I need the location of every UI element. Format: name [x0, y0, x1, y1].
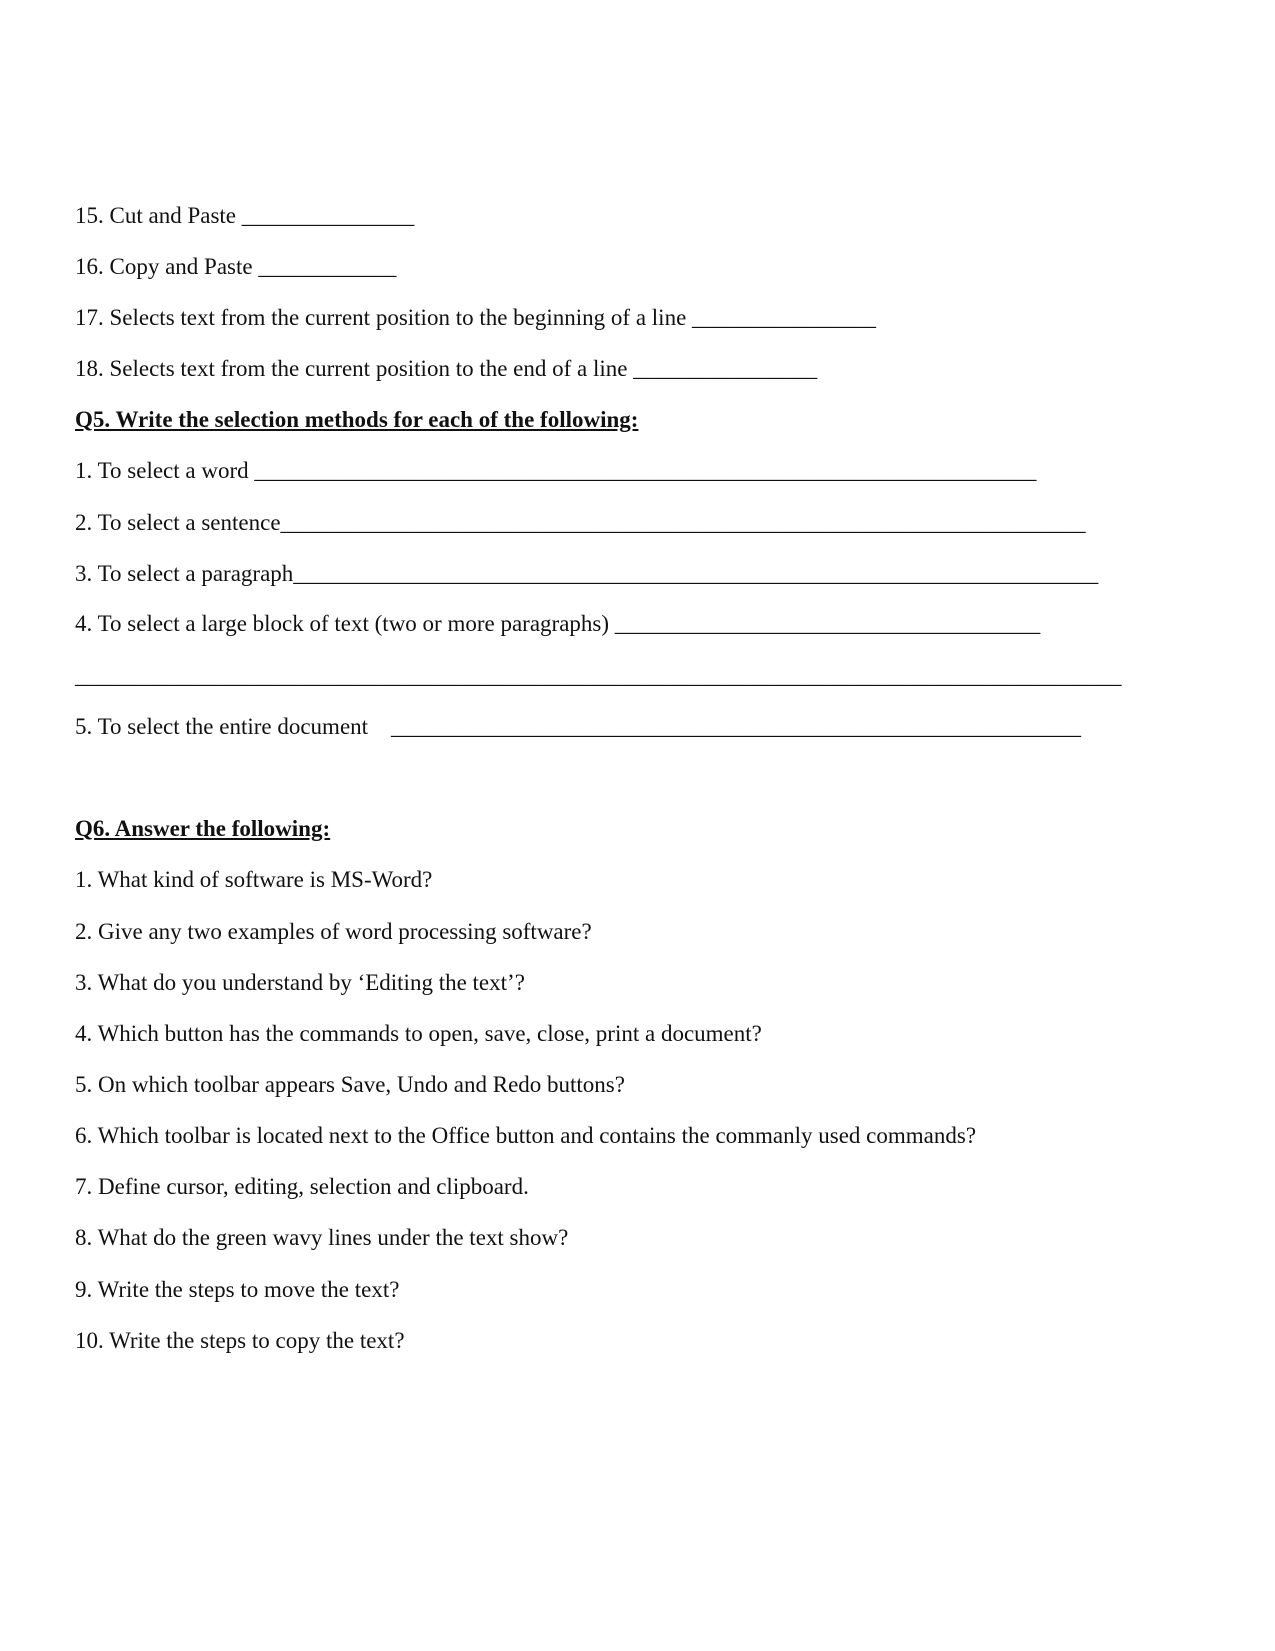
item-number: 7. [75, 1174, 93, 1199]
item-number: 1. [75, 458, 93, 483]
q6-item-9 [75, 1276, 399, 1304]
answer-blank: ____________________________________________________________________ [254, 458, 1037, 483]
answer-blank: _______________ [241, 203, 415, 228]
item-text: To select a sentence [97, 510, 281, 535]
item-number: 4. [75, 611, 93, 636]
item-number: 16. [75, 254, 104, 279]
item-number: 4. [75, 1021, 93, 1046]
q6-item-8 [75, 1224, 568, 1252]
answer-blank: _____________________________________ [614, 611, 1041, 636]
q5-item-4-continuation [75, 662, 1122, 690]
item-text: Give any two examples of word processing software? [98, 919, 592, 944]
item-text: Copy and Paste [109, 254, 253, 279]
q6-item-2 [75, 918, 592, 946]
q5-item-4 [75, 610, 1040, 638]
item-number: 18. [75, 356, 104, 381]
item-text: Which toolbar is located next to the Office button and contains the commanly used commands? [97, 1123, 977, 1148]
q5-item-5 [75, 713, 1081, 741]
item-number: 1. [75, 867, 93, 892]
item-text: Which button has the commands to open, save, close, print a document? [97, 1021, 762, 1046]
answer-blank: ____________ [258, 254, 397, 279]
item-text: What do you understand by ‘Editing the text’? [97, 970, 525, 995]
item-text: Selects text from the current position to the end of a line [109, 356, 628, 381]
q6-item-4 [75, 1020, 762, 1048]
q5-item-1 [75, 457, 1036, 485]
q6-item-1 [75, 866, 432, 894]
item-text: Write the steps to copy the text? [109, 1328, 405, 1353]
item-text: To select a word [97, 458, 249, 483]
q5-heading: Q5. Write the selection methods for each of the following: [75, 407, 639, 432]
q6-item-3 [75, 969, 525, 997]
item-number: 3. [75, 970, 93, 995]
item-number: 10. [75, 1328, 104, 1353]
answer-blank: ______________________________________________________________________ [293, 561, 1099, 586]
q6-item-7 [75, 1173, 529, 1201]
item-number: 9. [75, 1277, 93, 1302]
q4-item-17 [75, 304, 876, 332]
item-text: To select a paragraph [97, 561, 294, 586]
q4-item-15 [75, 202, 414, 230]
item-number: 2. [75, 919, 93, 944]
q6-item-10 [75, 1327, 405, 1355]
item-text: Write the steps to move the text? [97, 1277, 400, 1302]
item-text: Selects text from the current position to the beginning of a line [109, 305, 687, 330]
item-number: 3. [75, 561, 93, 586]
answer-blank: ____________________________________________________________ [391, 714, 1082, 739]
q4-item-16 [75, 253, 396, 281]
answer-blank: ________________ [692, 305, 877, 330]
q5-item-3 [75, 560, 1098, 588]
item-number: 15. [75, 203, 104, 228]
item-number: 5. [75, 714, 93, 739]
answer-blank: ________________ [633, 356, 818, 381]
item-text: To select a large block of text (two or more paragraphs) [97, 611, 610, 636]
item-number: 6. [75, 1123, 93, 1148]
q5-item-2 [75, 509, 1086, 537]
item-text: Cut and Paste [109, 203, 236, 228]
item-text: On which toolbar appears Save, Undo and Redo buttons? [98, 1072, 625, 1097]
item-number: 5. [75, 1072, 93, 1097]
item-text: What kind of software is MS-Word? [97, 867, 433, 892]
item-number: 17. [75, 305, 104, 330]
item-text: To select the entire document [97, 714, 369, 739]
q6-heading: Q6. Answer the following: [75, 816, 331, 841]
item-number: 8. [75, 1225, 93, 1250]
answer-blank: ___________________________________________________________________________________________ [75, 663, 1122, 688]
item-text: What do the green wavy lines under the text show? [97, 1225, 569, 1250]
item-number: 2. [75, 510, 93, 535]
answer-blank: ______________________________________________________________________ [280, 510, 1086, 535]
item-text: Define cursor, editing, selection and clipboard. [98, 1174, 529, 1199]
q4-item-18 [75, 355, 817, 383]
q6-item-5 [75, 1071, 625, 1099]
q6-item-6 [75, 1122, 976, 1150]
